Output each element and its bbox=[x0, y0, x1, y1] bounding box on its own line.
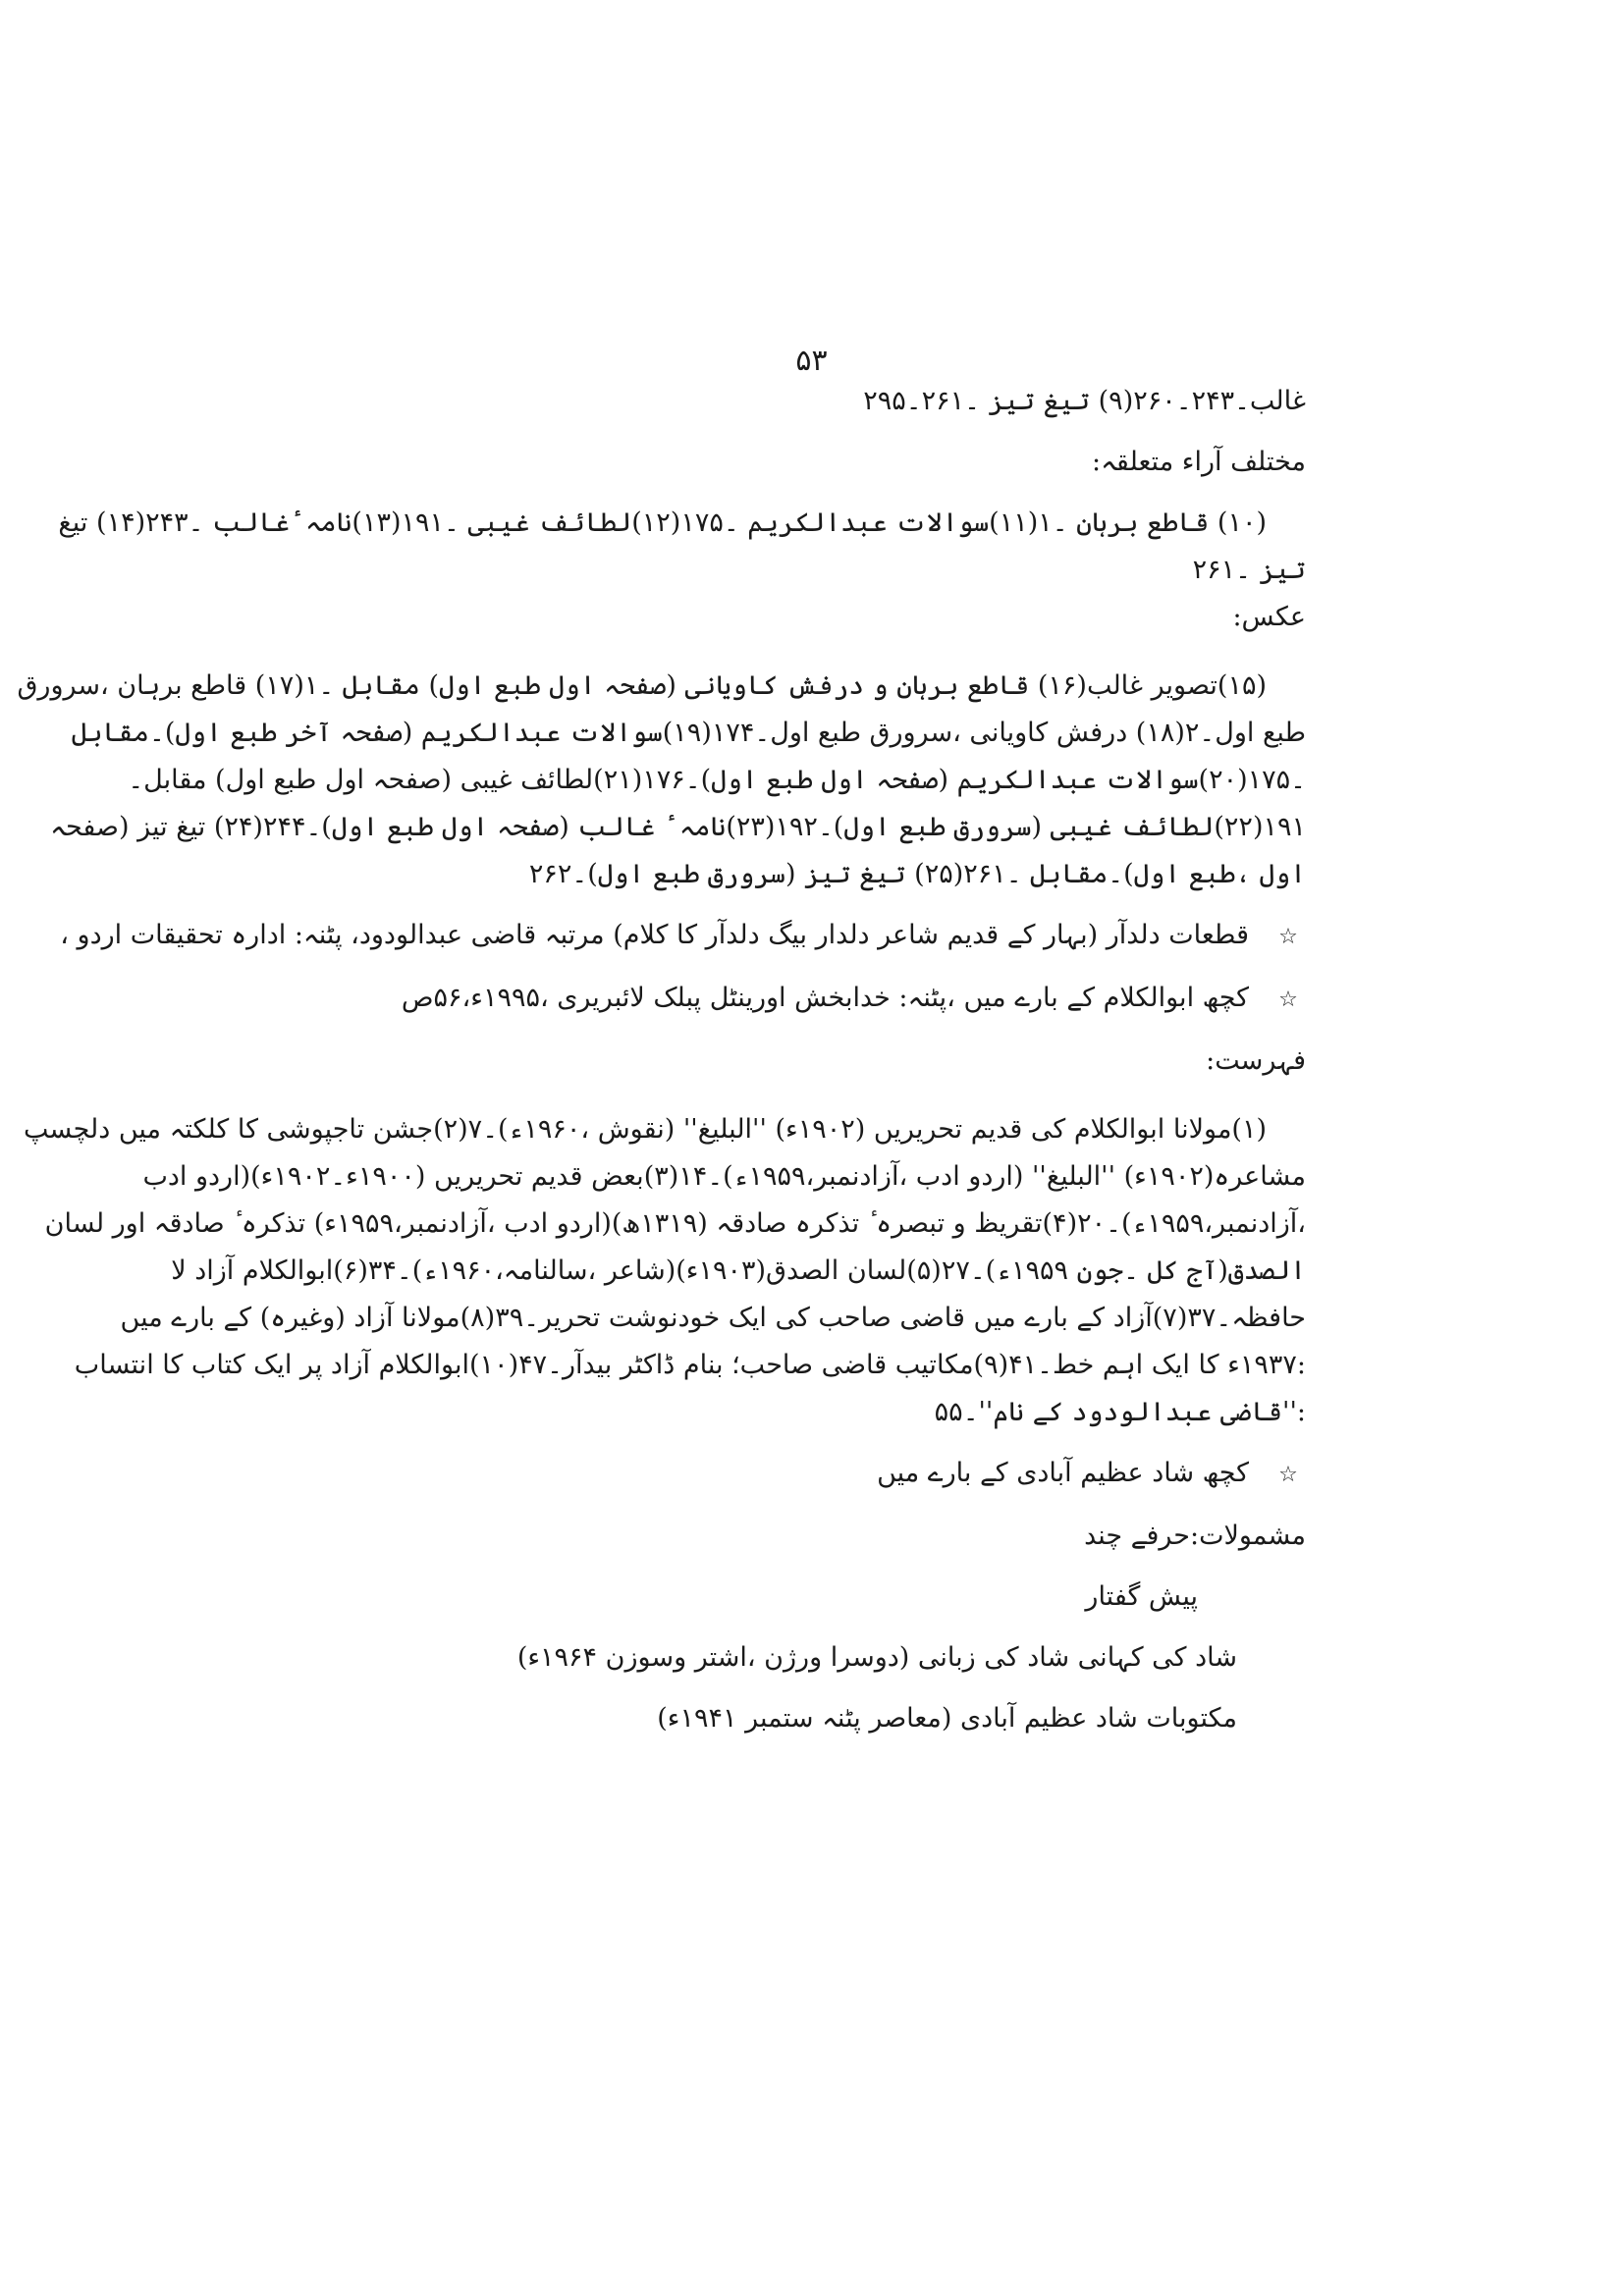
list-item bbox=[319, 1450, 1306, 1499]
section-label-mashmulat: مشمولات:حرفے چند bbox=[1084, 1521, 1306, 1551]
list-item-text: کچھ ابوالکلام کے بارے میں ،پٹنہ: خدابخش اورینٹل پبلک لائبریری ،۱۹۹۵ء،۵۶ص bbox=[401, 983, 1249, 1013]
text-line: (۱)مولانا ابوالکلام کی قدیم تحریریں (۱۹۰۲ء) ''البلیغ'' (نقوش ،۱۹۶۰ء)۔۷(۲)جشن تاجپوشی کا کلکتہ میں دلچسپ bbox=[23, 1114, 1267, 1145]
section-label-aks: عکس: bbox=[1232, 602, 1306, 632]
star-icon: ☆ bbox=[1278, 988, 1298, 1012]
page-number: ۵۳ bbox=[795, 344, 828, 378]
text-line: مشاعرہ(۱۹۰۲ء) ''البلیغ'' (اردو ادب ،آزادنمبر،۱۹۵۹ء)۔۱۴(۳)بعض قدیم تحریریں (۱۹۰۰ء۔۱۹۰۲ء)(اردو ادب bbox=[142, 1161, 1306, 1192]
text-line: (۱۰) قاطع برہان ۔۱(۱۱)سوالات عبدالکریم ۔۱۷۵(۱۲)لطائف غیبی ۔۱۹۱(۱۳)نامہ ٔغالب ۔۲۴۳(۱۴) تیغ bbox=[58, 507, 1267, 538]
sub-heading-pesh-guftar: پیش گفتار bbox=[1085, 1581, 1198, 1612]
text-line: اول ،طبع اول)۔مقابل ۔۲۶۱(۲۵) تیغ تیز (سرورق طبع اول)۔۲۶۲ bbox=[528, 859, 1306, 889]
text-line: شاد کی کہانی شاد کی زبانی (دوسرا ورژن ،اشتر وسوزن ۱۹۶۴ء) bbox=[516, 1642, 1237, 1673]
text-line: غالب۔۲۴۳۔۲۶۰(۹) تیغ تیز ۔۲۶۱۔۲۹۵ bbox=[863, 386, 1306, 416]
text-line: ۔۱۷۵(۲۰)سوالات عبدالکریم (صفحہ اول طبع اول)۔۱۷۶(۲۱)لطائف غیبی (صفحہ اول طبع اول) مقابل۔ bbox=[128, 765, 1306, 795]
list-item-text: کچھ شاد عظیم آبادی کے بارے میں bbox=[877, 1458, 1249, 1488]
text-line: مکتوبات شاد عظیم آبادی (معاصر پٹنہ ستمبر ۱۹۴۱ء) bbox=[657, 1703, 1237, 1734]
paragraph-mukhtalif bbox=[58, 500, 1306, 594]
list-item bbox=[60, 912, 1306, 961]
text-line: الصدق(آج کل ۔جون ۱۹۵۹ء)۔۲۷(۵)لسان الصدق(۱۹۰۳ء)(شاعر ،سالنامہ،۱۹۶۰ء)۔۳۴(۶)ابوالکلام آزاد لا bbox=[171, 1255, 1306, 1286]
section-label-fehrist: فہرست: bbox=[1206, 1045, 1306, 1076]
star-icon: ☆ bbox=[1278, 925, 1298, 949]
text-line: تیز ۔۲۶۱ bbox=[1192, 555, 1306, 585]
star-icon: ☆ bbox=[1278, 1463, 1298, 1487]
page-body bbox=[17, 378, 1306, 1742]
section-label-mukhtalif: مختلف آراء متعلقہ: bbox=[1092, 447, 1306, 477]
text-line: :''قاضی عبدالودود کے نام''۔۵۵ bbox=[934, 1397, 1306, 1427]
list-item bbox=[319, 975, 1306, 1024]
text-line: حافظہ۔۳۷(۷)آزاد کے بارے میں قاضی صاحب کی ایک خودنوشت تحریر۔۳۹(۸)مولانا آزاد (وغیرہ) کے بارے میں bbox=[120, 1303, 1306, 1333]
text-line: ،آزادنمبر،۱۹۵۹ء)۔۲۰(۴)تقریظ و تبصرہ ٔ تذکرہ صادقہ (۱۳۱۹ھ)(اردو ادب ،آزادنمبر،۱۹۵۹ء) تذکرہ ٔ صادقہ اور لسان bbox=[44, 1208, 1306, 1239]
text-line: :۱۹۳۷ء کا ایک اہم خط۔۴۱(۹)مکاتیب قاضی صاحب؛ بنام ڈاکٹر بیدآر۔۴۷(۱۰)ابوالکلام آزاد پر ایک کتاب کا انتساب bbox=[74, 1350, 1306, 1380]
list-item-text: قطعات دلدآر (بہار کے قدیم شاعر دلدار بیگ دلدآر کا کلام) مرتبہ قاضی عبدالودود، پٹنہ: ادارہ تحقیقات اردو ، bbox=[60, 920, 1249, 950]
paragraph-fehrist bbox=[23, 1106, 1306, 1436]
text-line: طبع اول۔۲(۱۸) درفش کاویانی ،سرورق طبع اول۔۱۷۴(۱۹)سوالات عبدالکریم (صفحہ آخر طبع اول)۔مقابل bbox=[71, 718, 1306, 748]
text-line: (۱۵)تصویر غالب(۱۶) قاطع برہان و درفش کاویانی (صفحہ اول طبع اول) مقابل ۔۱(۱۷) قاطع برہان ،سرورق bbox=[17, 670, 1267, 701]
text-line: ۱۹۱(۲۲)لطائف غیبی (سرورق طبع اول)۔۱۹۲(۲۳)نامہ ٔ غالب (صفحہ اول طبع اول)۔۲۴۴(۲۴) تیغ تیز (صفحہ bbox=[50, 812, 1306, 842]
paragraph-aks bbox=[17, 663, 1306, 898]
